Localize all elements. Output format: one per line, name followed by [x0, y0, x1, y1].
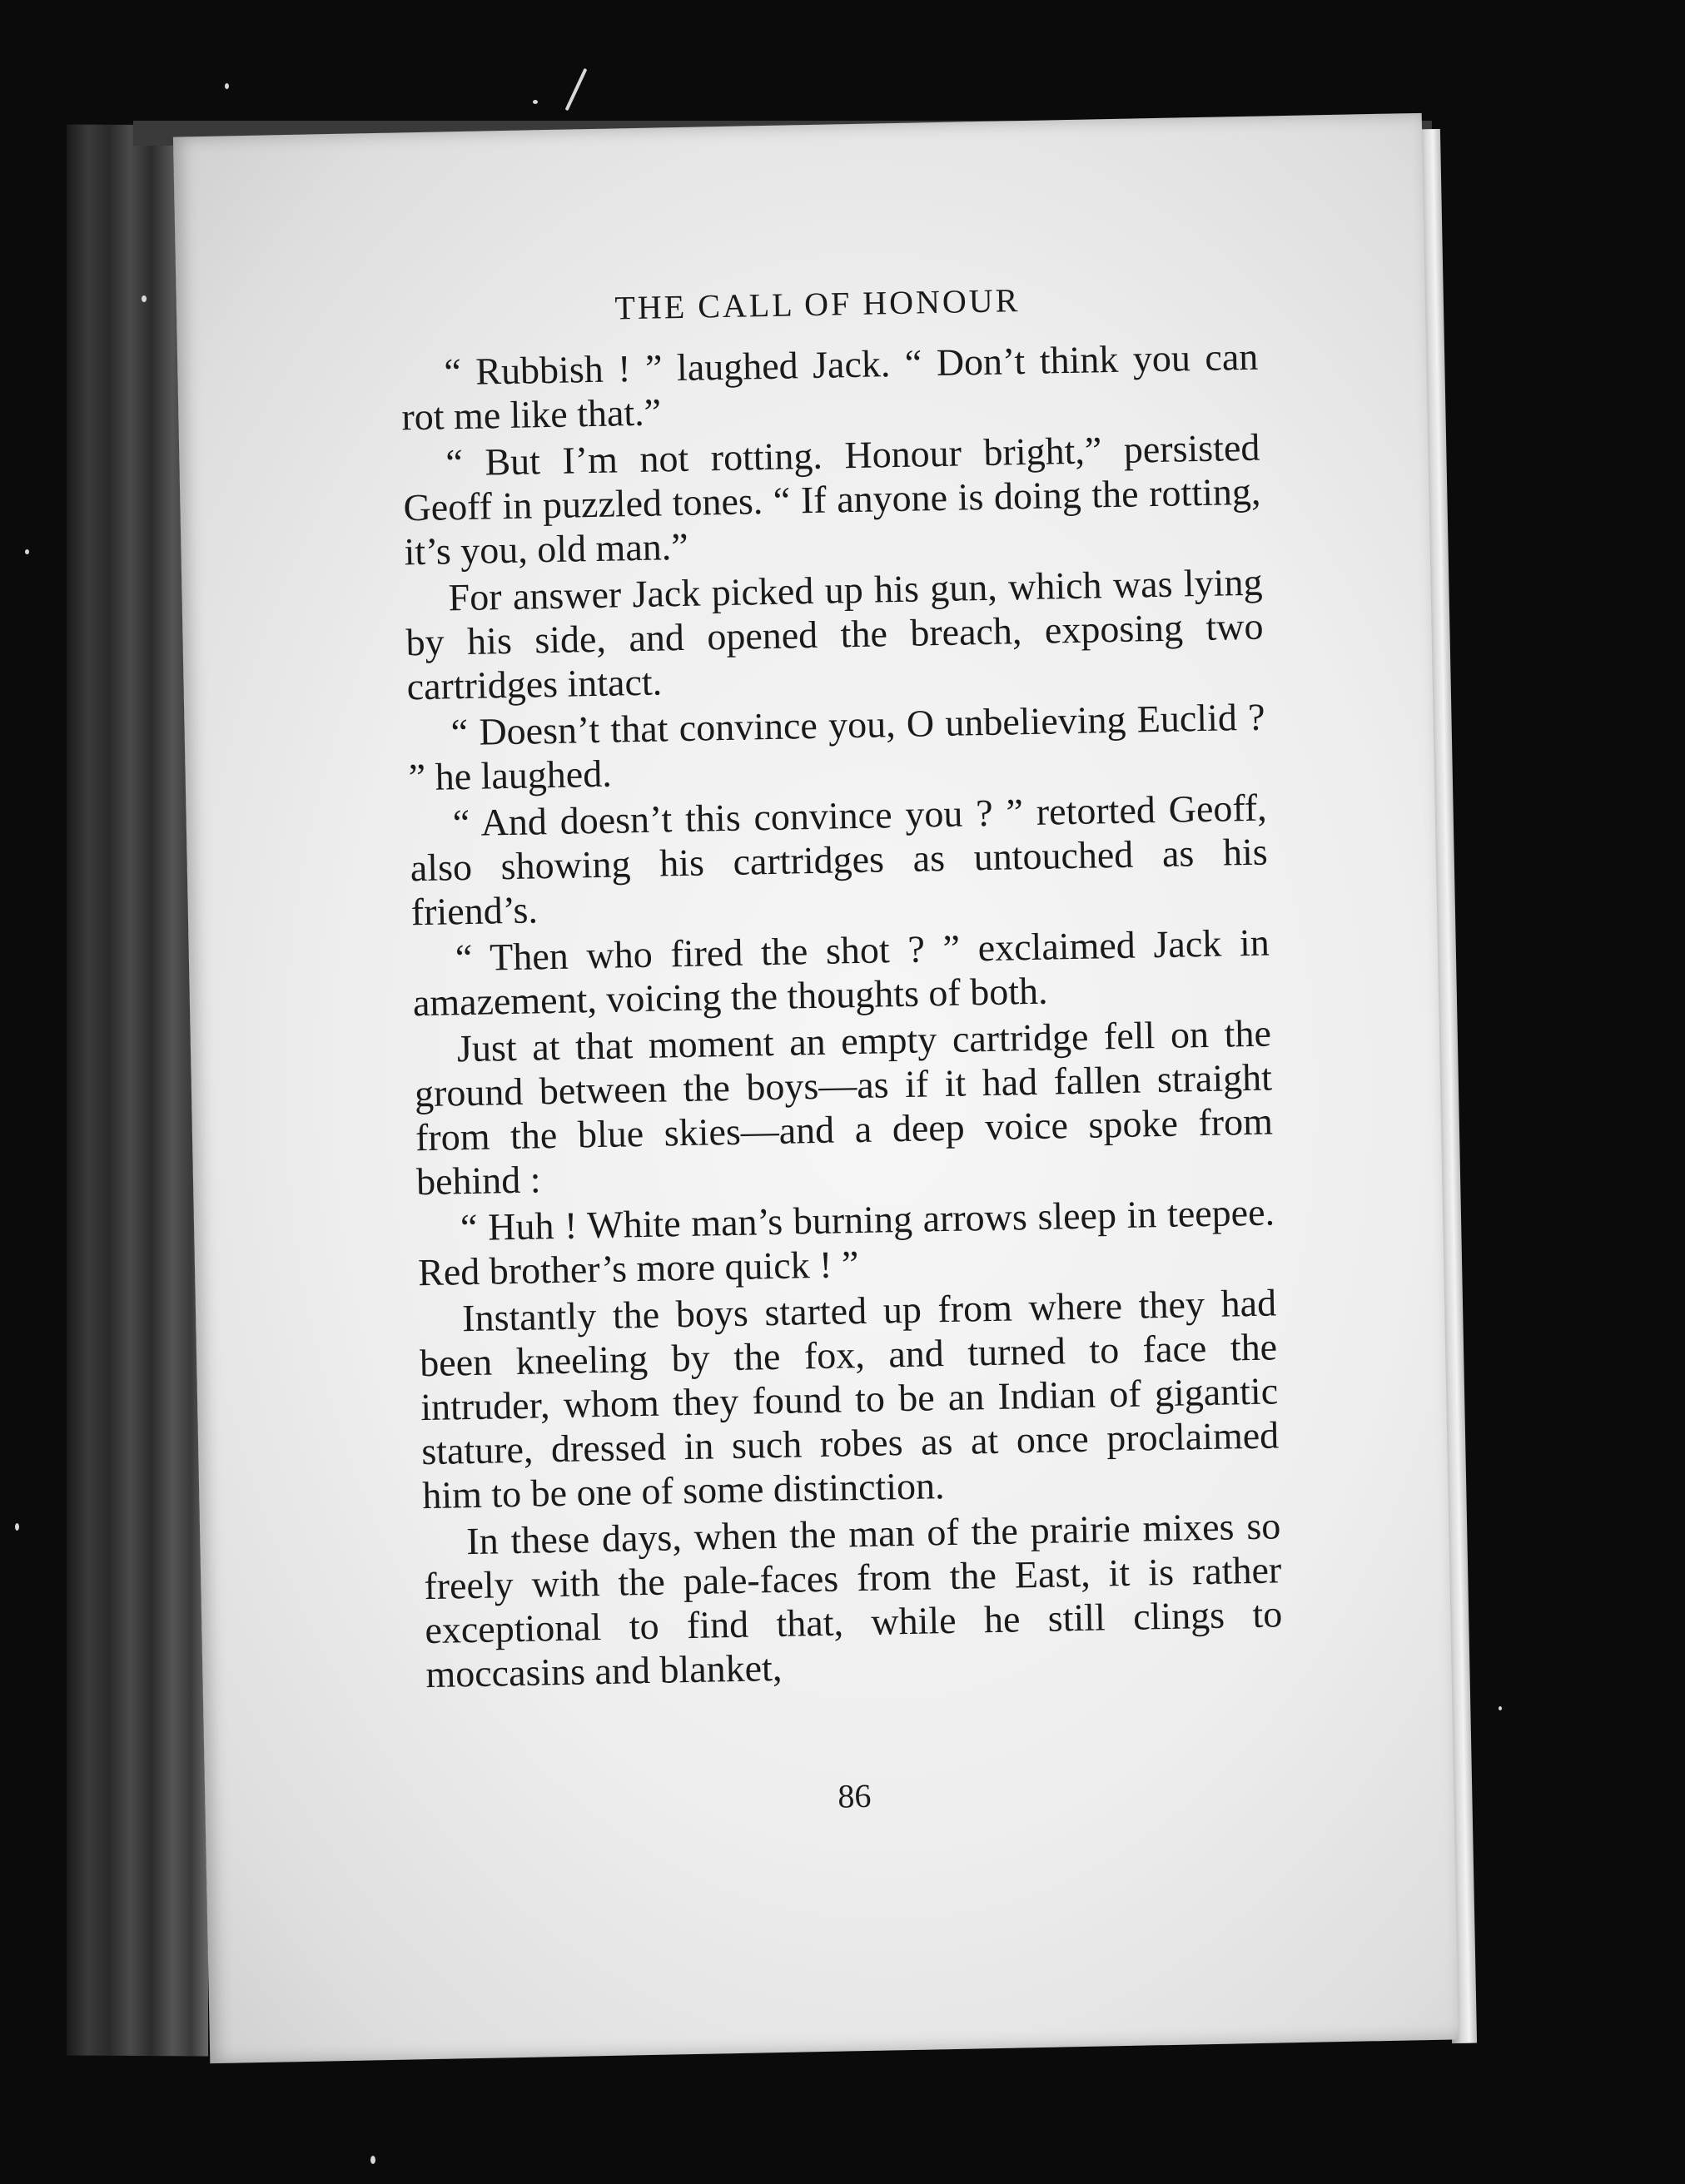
- dust-speck: [25, 549, 29, 554]
- running-head: THE CALL OF HONOUR: [614, 281, 1021, 327]
- paragraph: In these days, when the man of the prairie mixes so freely with the pale-faces from the East, it is rather exceptional to find that, while he still clings to moccasins and blanket,: [423, 1504, 1283, 1696]
- dust-speck: [1499, 1706, 1502, 1710]
- paragraph: “ Then who fired the shot ? ” exclaimed Jack in amazement, voicing the thoughts of both.: [412, 921, 1270, 1025]
- paragraph: “ And doesn’t this convince you ? ” retorted Geoff, also showing his cartridges as untouched as his friend’s.: [410, 786, 1269, 934]
- dust-speck: [142, 295, 147, 302]
- dust-speck: [565, 68, 588, 112]
- page-body-text: [400, 335, 1284, 1699]
- page-number: 86: [837, 1776, 872, 1815]
- paragraph: “ Doesn’t that convince you, O unbelieving Euclid ? ” he laughed.: [408, 695, 1266, 799]
- paragraph: Just at that moment an empty cartridge fell on the ground between the boys—as if it had fallen straight from the blue skies—and a deep voice spoke from behind :: [414, 1011, 1274, 1204]
- dust-speck: [533, 100, 538, 104]
- paragraph: “ Huh ! White man’s burning arrows sleep in teepee. Red brother’s more quick ! ”: [417, 1190, 1275, 1294]
- dust-speck: [370, 2156, 375, 2164]
- dust-speck: [15, 1523, 19, 1531]
- dust-speck: [225, 83, 229, 89]
- paragraph: Instantly the boys started up from where they had been kneeling by the fox, and turned to face the intruder, whom they found to be an Indian of gigantic stature, dressed in such robes as at once proclaimed him to be one of some distinction.: [419, 1281, 1280, 1517]
- book-page: [173, 113, 1459, 2063]
- paragraph: “ But I’m not rotting. Honour bright,” persisted Geoff in puzzled tones. “ If anyone is doing the rotting, it’s you, old man.”: [403, 425, 1261, 573]
- paragraph: For answer Jack picked up his gun, which was lying by his side, and opened the breach, exposing two cartridges intact.: [405, 560, 1264, 708]
- paragraph: “ Rubbish ! ” laughed Jack. “ Don’t think you can rot me like that.”: [400, 335, 1259, 439]
